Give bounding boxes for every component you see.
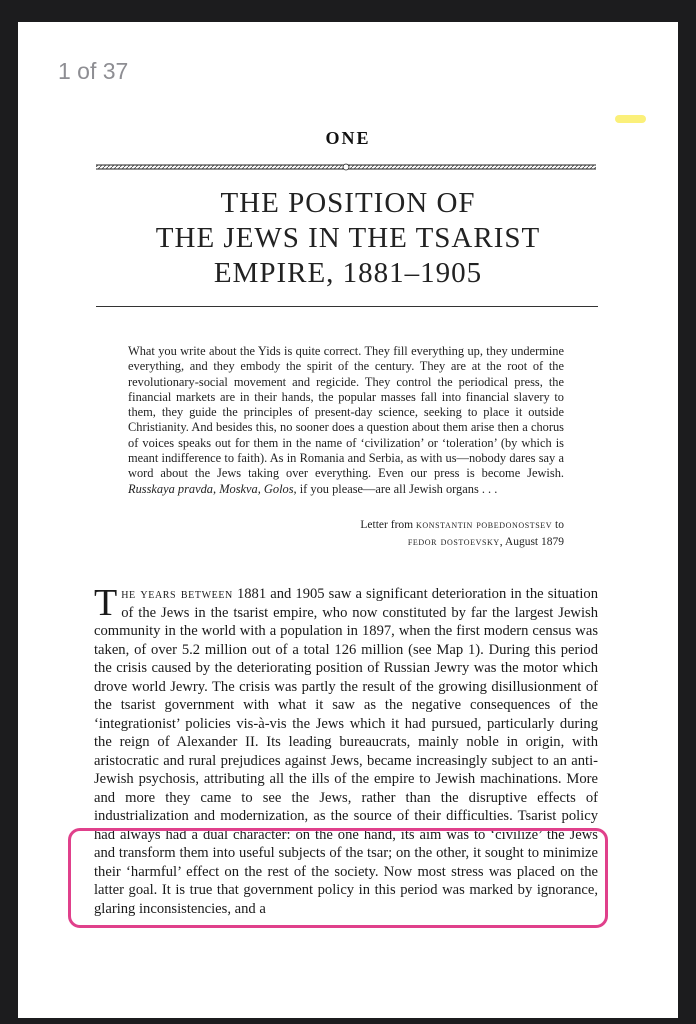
epigraph-attribution: [268, 517, 564, 551]
attribution-recipient: fedor dostoevsky: [407, 536, 500, 548]
attribution-prefix: Letter from: [360, 519, 416, 531]
epigraph-text-before: What you write about the Yids is quite correct. They fill everything up, they undermine everything, and they embody the spirit of the century. They are at the root of the revolutionary-social movement and regicide. They control the periodical press, the financial markets are in their hands, the popular masses fall into financial slavery to them, they guide the principles of present-day science, seeking to place it outside Christianity. And besides this, no sooner does a question about them arise then a chorus of voices speaks out for them in the name of ‘civilization’ or ‘toleration’ (by which is meant indifference to faith). As in Romania and Serbia, as with us—nobody dares say a word about the Jews taking over everything. Even our press is become Jewish.: [128, 344, 564, 481]
chapter-title-line: THE JEWS IN THE TSARIST: [155, 222, 541, 254]
epigraph-text: [128, 344, 564, 497]
epigraph-text-after: if you please—are all Jewish organs . . .: [296, 481, 498, 496]
attribution-date: , August 1879: [499, 536, 564, 548]
book-page[interactable]: [18, 22, 678, 1018]
chapter-number: ONE: [325, 128, 371, 148]
drop-cap: T: [94, 582, 118, 624]
chapter-body[interactable]: [94, 582, 598, 918]
chapter-title-line: THE POSITION OF: [220, 187, 476, 219]
epigraph: [128, 344, 564, 497]
body-paragraph: [94, 582, 598, 918]
chapter-title: [18, 186, 678, 291]
yellow-highlight-mark[interactable]: [615, 115, 646, 123]
epigraph-newspaper-titles: Russkaya pravda, Moskva, Golos,: [128, 481, 297, 496]
ornamental-rule: [96, 163, 596, 171]
lead-in-small-caps: he years between: [121, 586, 233, 602]
chapter-title-line: EMPIRE, 1881–1905: [213, 257, 483, 289]
title-divider: [96, 306, 598, 307]
page-counter: 1 of 37: [58, 58, 129, 84]
attribution-to: to: [552, 519, 564, 531]
attribution-author: konstantin pobedonostsev: [415, 519, 553, 531]
paragraph-text: 1881 and 1905 saw a significant deterioration in the situation of the Jews in the tsarist empire, who now constituted by far the largest Jewish community in the world with a population in 1897, when the first modern census was taken, of over 5.2 million out of a total 126 million (see Map 1). During this period the crisis caused by the deteriorating position of Russian Jewry was the motor which drove world Jewry. The crisis was partly the result of the growing disillusionment of the tsarist government with what it saw as the negative consequences of the ‘integrationist’ policies vis-à-vis the Jews which it had pursued, particularly during the reign of Alexander II. Its leading bureaucrats, mainly noble in origin, with aristocratic and rural prejudices against Jews, became increasingly subject to an anti-Jewish psychosis, attributing all the ills of the empire to Jewish machinations. More and more they came to see the Jews, rather than the disruptive effects of industrialization and modernization, as the source of their difficulties. Tsarist policy had always had a dual character: on the one hand, its aim was to ‘civilize’ the Jews and transform them into useful subjects of the tsar; on the other, it sought to minimize their ‘harmful’ effect on the rest of the society. Now most stress was placed on the latter goal. It is true that government policy in this period was marked by ignorance, glaring inconsistencies, and a: [94, 586, 598, 917]
